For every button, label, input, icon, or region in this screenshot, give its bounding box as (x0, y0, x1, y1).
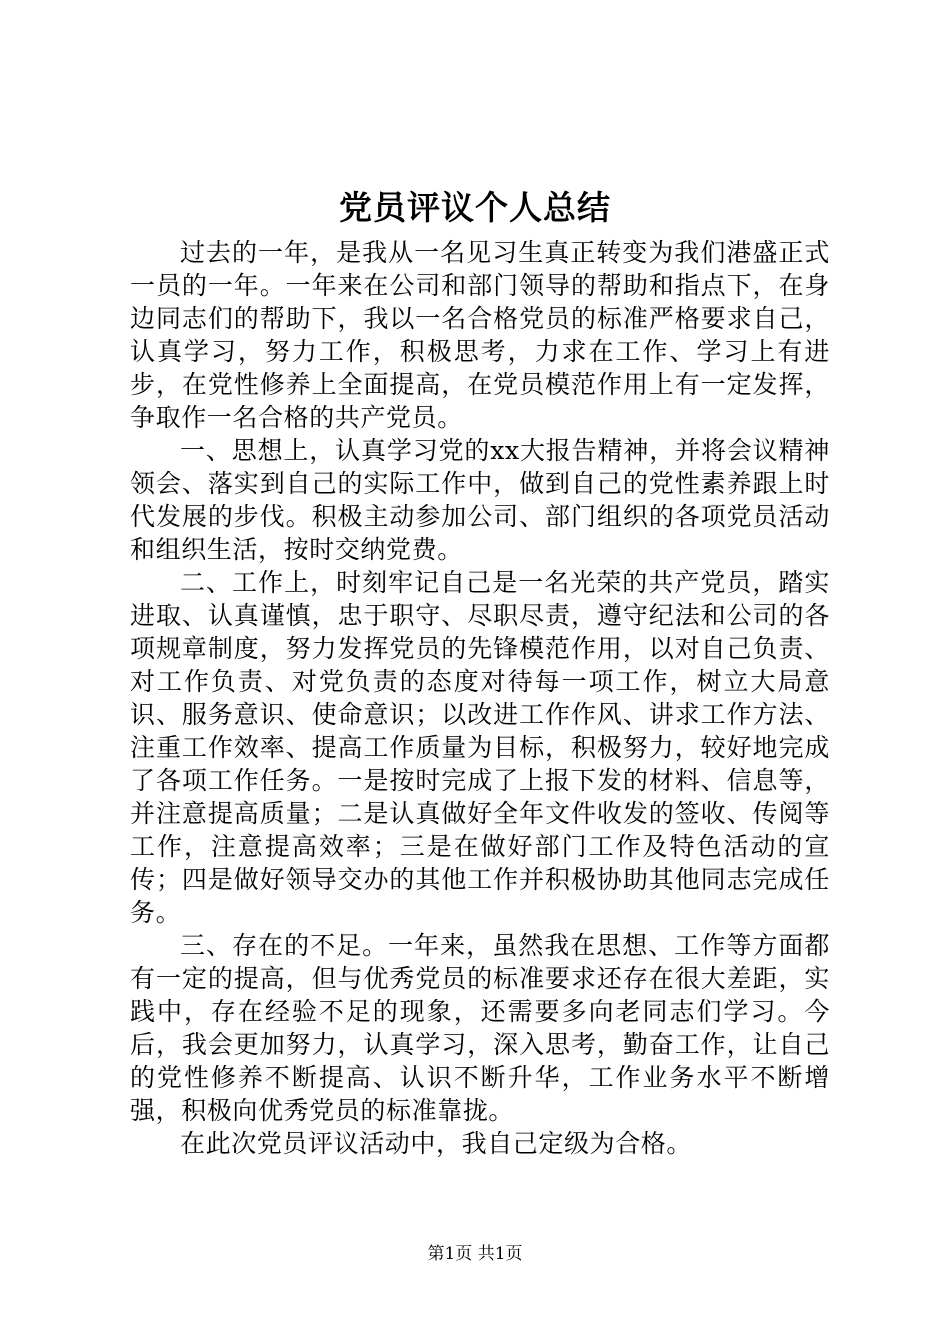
paragraph-intro: 过去的一年，是我从一名见习生真正转变为我们港盛正式一员的一年。一年来在公司和部门领导的帮助和指点下，在身边同志们的帮助下，我以一名合格党员的标准严格要求自己，认真学习，努力工作，积极思考，力求在工作、学习上有进步，在党性修养上全面提高，在党员模范作用上有一定发挥，争取作一名合格的共产党员。 (130, 238, 830, 432)
paragraph-shortcomings: 三、存在的不足。一年来，虽然我在思想、工作等方面都有一定的提高，但与优秀党员的标准要求还存在很大差距，实践中，存在经验不足的现象，还需要多向老同志们学习。今后，我会更加努力，认真学习，深入思考，勤奋工作，让自己的党性修养不断提高、认识不断升华，工作业务水平不断增强，积极向优秀党员的标准靠拢。 (130, 931, 830, 1125)
document-title: 党员评议个人总结 (339, 188, 611, 227)
paragraph-conclusion: 在此次党员评议活动中，我自己定级为合格。 (180, 1129, 693, 1158)
page-number-footer: 第1页 共1页 (427, 1244, 523, 1264)
paragraph-work: 二、工作上，时刻牢记自己是一名光荣的共产党员，踏实进取、认真谨慎，忠于职守、尽职尽责，遵守纪法和公司的各项规章制度，努力发挥党员的先锋模范作用，以对自己负责、对工作负责、对党负责的态度对待每一项工作，树立大局意识、服务意识、使命意识；以改进工作作风、讲求工作方法、注重工作效率、提高工作质量为目标，积极努力，较好地完成了各项工作任务。一是按时完成了上报下发的材料、信息等，并注意提高质量；二是认真做好全年文件收发的签收、传阅等工作，注意提高效率；三是在做好部门工作及特色活动的宣传；四是做好领导交办的其他工作并积极协助其他同志完成任务。 (130, 568, 830, 927)
document-body (130, 236, 830, 1160)
paragraph-thought: 一、思想上，认真学习党的xx大报告精神，并将会议精神领会、落实到自己的实际工作中，做到自己的党性素养跟上时代发展的步伐。积极主动参加公司、部门组织的各项党员活动和组织生活，按时交纳党费。 (130, 436, 830, 564)
